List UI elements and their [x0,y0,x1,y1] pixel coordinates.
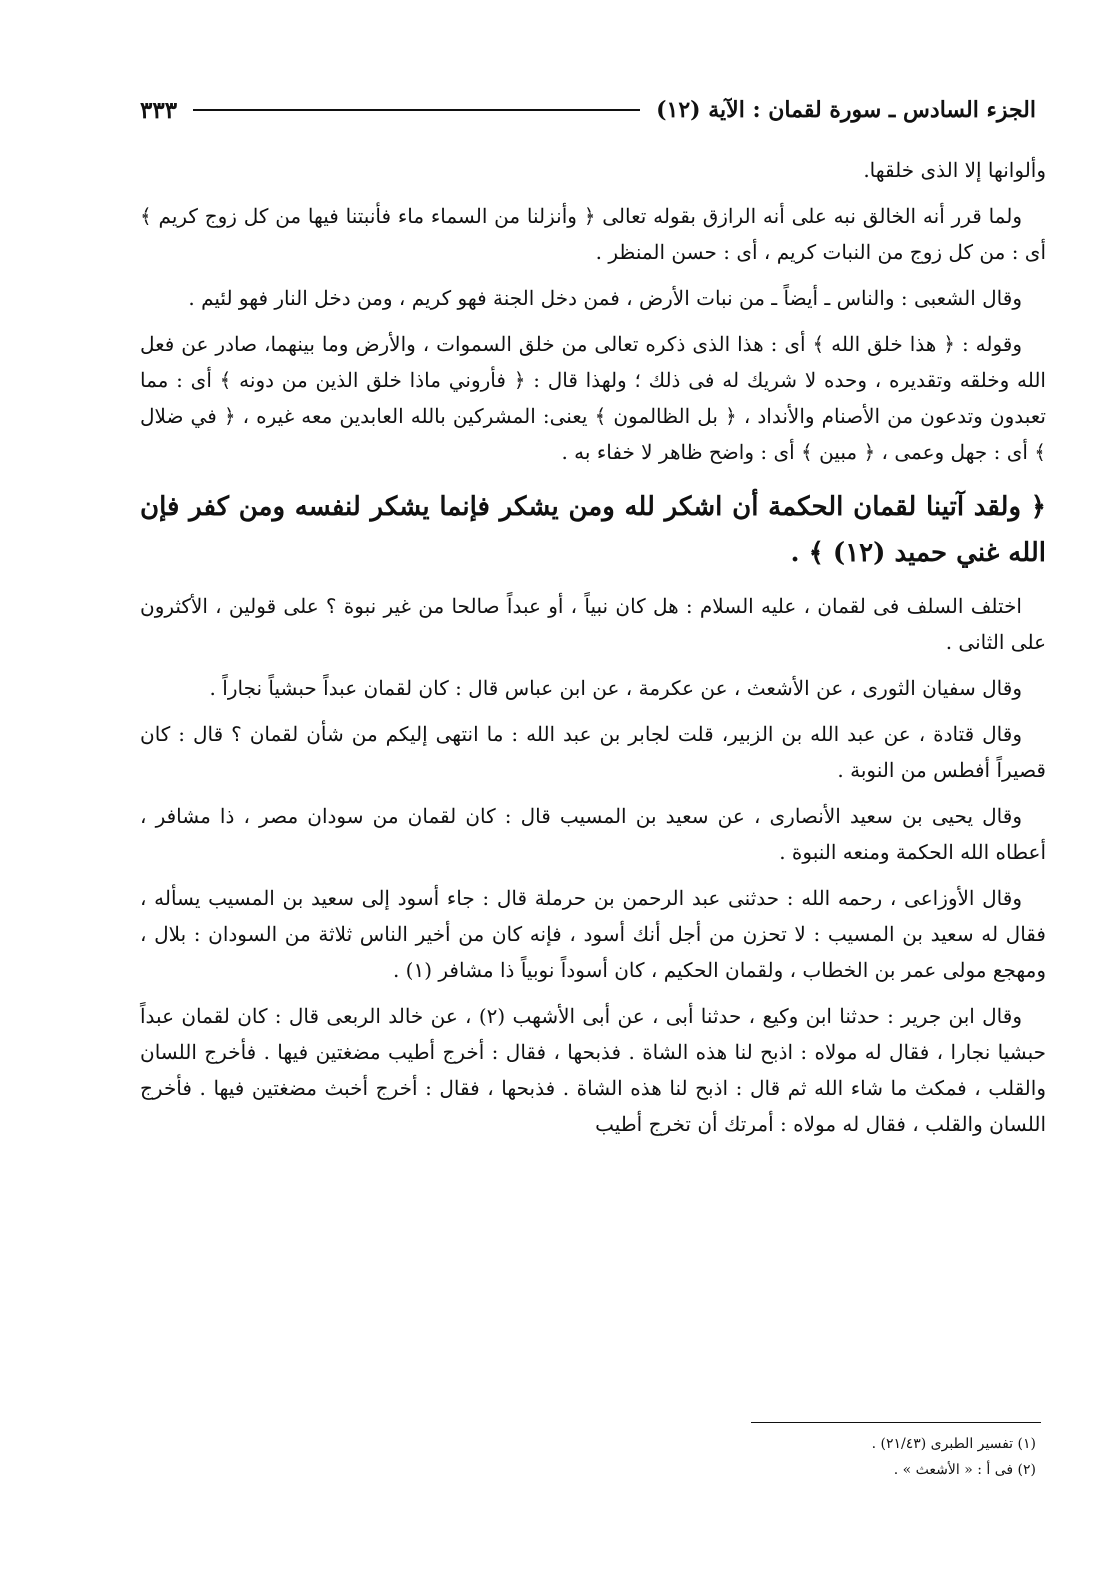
paragraph: وقوله : ﴿ هذا خلق الله ﴾ أى : هذا الذى ذكره تعالى من خلق السموات ، والأرض وما بينهما، صادر عن فعل الله وخلقه وتقديره ، وحده لا شريك له فى ذلك ؛ ولهذا قال : ﴿ فأروني ماذا خلق الذين من دونه ﴾ أى : مما تعبدون وتدعون من الأصنام والأنداد ، ﴿ بل الظالمون ﴾ يعنى: المشركين بالله العابدين معه غيره ، ﴿ في ضلال ﴾ أى : جهل وعمى ، ﴿ مبين ﴾ أى : واضح ظاهر لا خفاء به . [140,332,1046,464]
quran-verse: ﴿ ولقد آتينا لقمان الحكمة أن اشكر لله ومن يشكر فإنما يشكر لنفسه ومن كفر فإن الله غني حميد (١٢) ﴾ . [140,492,1046,568]
paragraph: وقال يحيى بن سعيد الأنصارى ، عن سعيد بن المسيب قال : كان لقمان من سودان مصر ، ذا مشافر ، أعطاه الله الحكمة ومنعه النبوة . [140,804,1046,864]
page-body [140,152,1046,1152]
paragraph: وقال سفيان الثورى ، عن الأشعث ، عن عكرمة ، عن ابن عباس قال : كان لقمان عبداً حبشياً نجاراً . [209,676,1022,700]
paragraph: وقال ابن جرير : حدثنا ابن وكيع ، حدثنا أبى ، عن أبى الأشهب (٢) ، عن خالد الربعى قال : كان لقمان عبداً حبشيا نجارا ، فقال له مولاه : اذبح لنا هذه الشاة . فذبحها ، فقال : أخرج أطيب مضغتين فيها . فأخرج اللسان والقلب ، فمكث ما شاء الله ثم قال : اذبح لنا هذه الشاة . فذبحها ، فقال : أخرج أخبث مضغتين فيها . فأخرج اللسان والقلب ، فقال له مولاه : أمرتك أن تخرج أطيب [140,1004,1046,1136]
footnote: (١) تفسير الطبرى (٢١/٤٣) . [871,1436,1036,1452]
header-rule [193,109,640,111]
page-number: ٣٣٣ [140,96,178,124]
paragraph: ولما قرر أنه الخالق نبه على أنه الرازق بقوله تعالى ﴿ وأنزلنا من السماء ماء فأنبتنا فيها من كل زوج كريم ﴾ أى : من كل زوج من النبات كريم ، أى : حسن المنظر . [140,204,1046,264]
page-header [140,90,1036,130]
paragraph: وقال الشعبى : والناس ـ أيضاً ـ من نبات الأرض ، فمن دخل الجنة فهو كريم ، ومن دخل النار فهو لئيم . [188,286,1022,310]
running-title: الجزء السادس ـ سورة لقمان : الآية (١٢) [656,97,1036,123]
footnote-rule [751,1422,1041,1423]
paragraph: وقال قتادة ، عن عبد الله بن الزبير، قلت لجابر بن عبد الله : ما انتهى إليكم من شأن لقمان ؟ قال : كان قصيراً أفطس من النوبة . [140,722,1046,782]
paragraph: اختلف السلف فى لقمان ، عليه السلام : هل كان نبياً ، أو عبداً صالحا من غير نبوة ؟ على قولين ، الأكثرون على الثانى . [140,594,1046,654]
paragraph: وقال الأوزاعى ، رحمه الله : حدثنى عبد الرحمن بن حرملة قال : جاء أسود إلى سعيد بن المسيب يسأله ، فقال له سعيد بن المسيب : لا تحزن من أجل أنك أسود ، فإنه كان من أخير الناس ثلاثة من السودان : بلال ، ومهجع مولى عمر بن الخطاب ، ولقمان الحكيم ، كان أسوداً نوبياً ذا مشافر (١) . [140,886,1046,982]
footnote: (٢) فى أ : « الأشعث » . [893,1462,1036,1478]
paragraph: وألوانها إلا الذى خلقها. [863,158,1046,182]
